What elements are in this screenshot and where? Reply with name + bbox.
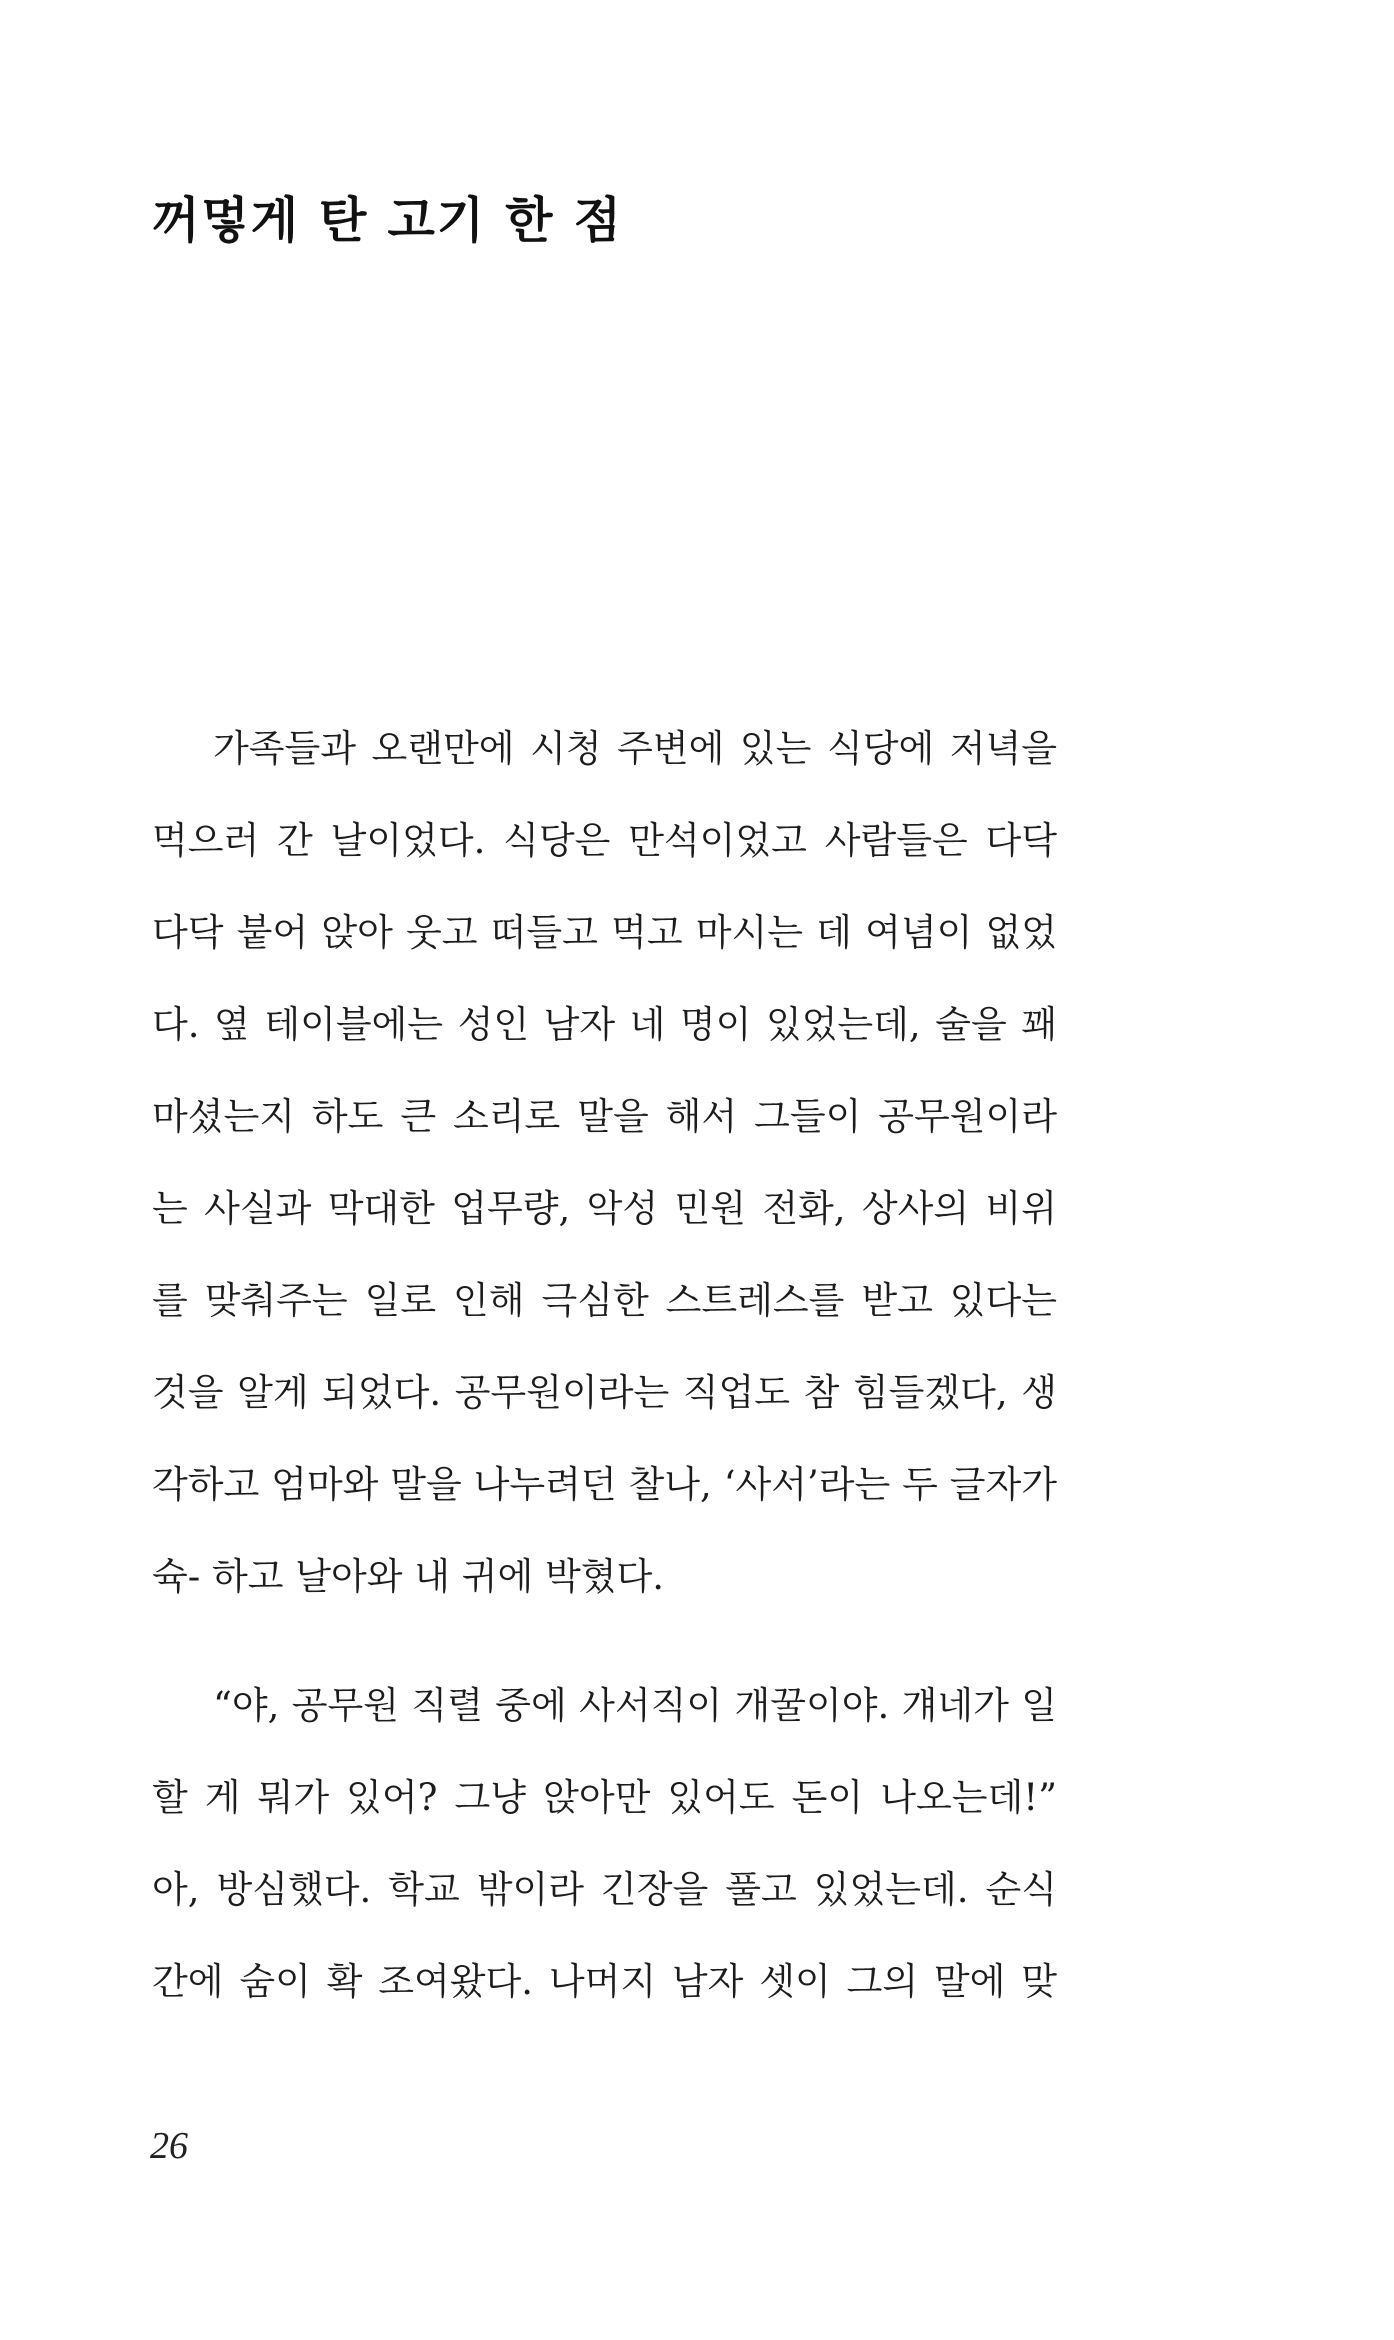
text-line: 간에 숨이 확 조여왔다. 나머지 남자 셋이 그의 말에 맞	[152, 1960, 1057, 2003]
text-line: 먹으러 간 날이었다. 식당은 만석이었고 사람들은 다닥	[152, 819, 1057, 862]
text-line: 각하고 엄마와 말을 나누려던 찰나, ‘사서’라는 두 글자가	[152, 1463, 1057, 1506]
text-line: 마셨는지 하도 큰 소리로 말을 해서 그들이 공무원이라	[152, 1095, 1057, 1138]
text-line: 다닥 붙어 앉아 웃고 떠들고 먹고 마시는 데 여념이 없었	[152, 911, 1057, 954]
text-line: 를 맞춰주는 일로 인해 극심한 스트레스를 받고 있다는	[152, 1279, 1057, 1322]
text-line: 다. 옆 테이블에는 성인 남자 네 명이 있었는데, 술을 꽤	[152, 1003, 1057, 1046]
page-number: 26	[150, 2125, 188, 2167]
text-line: 가족들과 오랜만에 시청 주변에 있는 식당에 저녁을	[213, 727, 1057, 770]
text-line: 아, 방심했다. 학교 밖이라 긴장을 풀고 있었는데. 순식	[152, 1868, 1057, 1911]
text-line: 할 게 뭐가 있어? 그냥 앉아만 있어도 돈이 나오는데!”	[152, 1776, 1057, 1819]
paragraph-2	[152, 1660, 1057, 2028]
text-line: 슉- 하고 날아와 내 귀에 박혔다.	[152, 1555, 664, 1598]
chapter-title: 꺼멓게 탄 고기 한 점	[152, 191, 623, 249]
text-line: 는 사실과 막대한 업무량, 악성 민원 전화, 상사의 비위	[152, 1187, 1057, 1230]
text-line: 것을 알게 되었다. 공무원이라는 직업도 참 힘들겠다, 생	[152, 1371, 1057, 1414]
text-line: “야, 공무원 직렬 중에 사서직이 개꿀이야. 걔네가 일	[213, 1684, 1057, 1727]
paragraph-1	[152, 703, 1057, 1623]
